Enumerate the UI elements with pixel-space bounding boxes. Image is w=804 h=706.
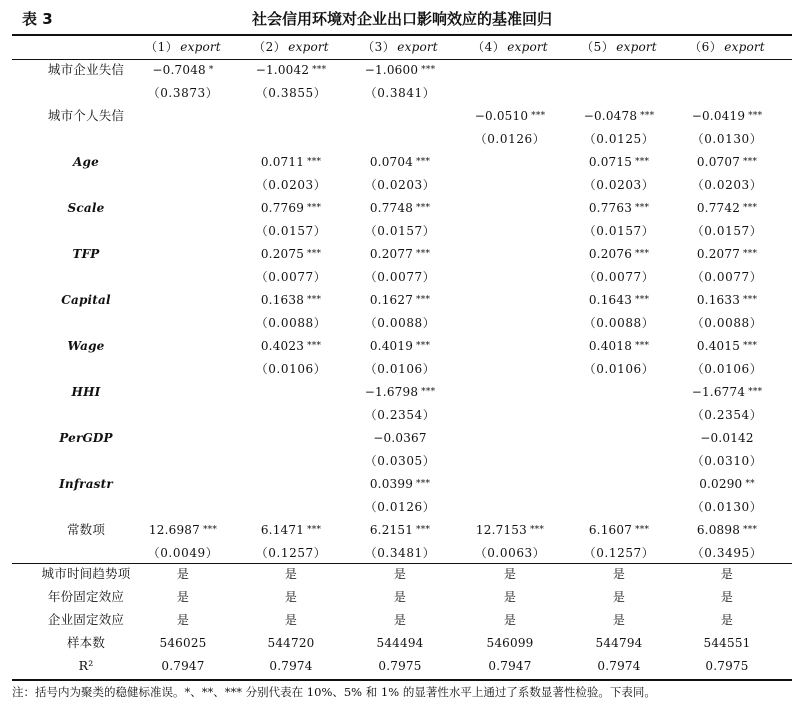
row-label: Scale (67, 201, 105, 215)
coefficient-value: −0.0510 (474, 109, 529, 123)
row-label: 常数项 (66, 522, 106, 537)
coefficient-cell: 12.7153 *** (458, 519, 562, 541)
coefficient-cell: 6.1607 *** (567, 519, 671, 541)
coefficient-cell: 0.2077 *** (675, 243, 779, 265)
bottom-row-value: 是 (176, 567, 190, 581)
dependent-variable: export (288, 40, 329, 54)
coefficient-cell: 0.1638 *** (239, 289, 343, 311)
standard-error-cell: （0.0157） (583, 224, 655, 238)
column-header (131, 36, 235, 58)
bottom-row-value: 0.7947 (488, 659, 532, 673)
coefficient-value: 0.2075 (260, 247, 305, 261)
bottom-row-value: 是 (612, 567, 626, 581)
column-number: （4） (472, 40, 506, 54)
coefficient-cell: 0.7763 *** (567, 197, 671, 219)
coefficient-cell: −1.0042 *** (239, 59, 343, 81)
column-header (348, 36, 452, 58)
coefficient-cell (675, 427, 779, 449)
coefficient-value: 0.7763 (588, 201, 633, 215)
coefficient-value: 0.0290 (699, 477, 743, 491)
bottom-row-value: 是 (503, 590, 517, 604)
standard-error-cell: （0.0088） (691, 316, 763, 330)
bottom-row-value: 0.7947 (161, 659, 205, 673)
coefficient-value: 6.0898 (696, 523, 741, 537)
coefficient-cell: 0.0290 ** (675, 473, 779, 495)
dependent-variable: export (180, 40, 221, 54)
bottom-row-label: 城市时间趋势项 (41, 566, 131, 581)
coefficient-cell: 0.7769 *** (239, 197, 343, 219)
coefficient-value: 6.2151 (369, 523, 414, 537)
standard-error-cell: （0.0063） (474, 546, 546, 560)
coefficient-value: −0.0367 (373, 431, 427, 445)
column-number: （3） (362, 40, 396, 54)
bottom-row-value: 544720 (267, 636, 315, 650)
standard-error-cell: （0.0049） (147, 546, 219, 560)
bottom-row-value: 0.7974 (597, 659, 641, 673)
dependent-variable: export (724, 40, 765, 54)
bottom-row-value: 0.7975 (378, 659, 422, 673)
coefficient-value: −1.6798 (364, 385, 419, 399)
coefficient-cell: 0.2075 *** (239, 243, 343, 265)
standard-error-cell: （0.0203） (255, 178, 327, 192)
column-number: （5） (581, 40, 615, 54)
coefficient-cell (348, 427, 452, 449)
column-number: （2） (253, 40, 287, 54)
coefficient-cell: 0.7742 *** (675, 197, 779, 219)
table-note: 注：括号内为聚类的稳健标准误。*、**、*** 分别代表在 10%、5% 和 1% 的显著性水平上通过了系数显著性检验。下表同。 (12, 685, 656, 699)
bottom-row-label: 企业固定效应 (47, 612, 125, 627)
coefficient-value: 0.0715 (588, 155, 633, 169)
bottom-row-label: 年份固定效应 (47, 589, 125, 604)
bottom-row-value: 是 (612, 613, 626, 627)
standard-error-cell: （0.0157） (255, 224, 327, 238)
standard-error-cell: （0.0125） (583, 132, 655, 146)
standard-error-cell: （0.0305） (364, 454, 436, 468)
row-label: 城市企业失信 (47, 62, 125, 77)
dependent-variable: export (616, 40, 657, 54)
coefficient-value: 0.7748 (369, 201, 414, 215)
coefficient-cell: 0.1633 *** (675, 289, 779, 311)
coefficient-cell: 0.1643 *** (567, 289, 671, 311)
standard-error-cell: （0.0106） (364, 362, 436, 376)
row-label: TFP (72, 247, 100, 261)
column-number: （6） (689, 40, 723, 54)
coefficient-value: 12.6987 (148, 523, 200, 537)
standard-error-cell: （0.0077） (255, 270, 327, 284)
bottom-row-value: 546025 (159, 636, 207, 650)
bottom-row-value: 是 (176, 613, 190, 627)
standard-error-cell: （0.0106） (255, 362, 327, 376)
standard-error-cell: （0.0077） (691, 270, 763, 284)
standard-error-cell: （0.0126） (364, 500, 436, 514)
coefficient-value: 0.4019 (369, 339, 414, 353)
standard-error-cell: （0.0106） (691, 362, 763, 376)
row-label: Wage (67, 339, 105, 353)
standard-error-cell: （0.2354） (364, 408, 436, 422)
bottom-row-value: 是 (720, 590, 734, 604)
standard-error-cell: （0.0077） (583, 270, 655, 284)
standard-error-cell: （0.3841） (364, 86, 436, 100)
coefficient-value: 0.0707 (696, 155, 741, 169)
coefficient-cell: 0.4018 *** (567, 335, 671, 357)
dependent-variable: export (507, 40, 548, 54)
bottom-row-value: 是 (393, 613, 407, 627)
coefficient-value: 0.1643 (588, 293, 633, 307)
coefficient-cell: −0.0419 *** (675, 105, 779, 127)
standard-error-cell: （0.0088） (583, 316, 655, 330)
coefficient-cell: 0.4015 *** (675, 335, 779, 357)
coefficient-cell: 0.0715 *** (567, 151, 671, 173)
coefficient-value: 0.1627 (369, 293, 414, 307)
coefficient-value: 0.0704 (369, 155, 414, 169)
coefficient-value: 6.1607 (588, 523, 633, 537)
column-header (239, 36, 343, 58)
coefficient-cell: 6.2151 *** (348, 519, 452, 541)
coefficient-value: −1.0600 (364, 63, 419, 77)
bottom-row-value: 546099 (486, 636, 534, 650)
column-header (675, 36, 779, 58)
row-label: HHI (71, 385, 101, 399)
coefficient-value: 0.4015 (696, 339, 741, 353)
coefficient-value: 0.2077 (369, 247, 414, 261)
coefficient-value: 0.7769 (260, 201, 305, 215)
coefficient-value: 0.1638 (260, 293, 305, 307)
coefficient-value: −0.7048 (152, 63, 206, 77)
coefficient-cell: 0.2076 *** (567, 243, 671, 265)
coefficient-cell: 6.1471 *** (239, 519, 343, 541)
coefficient-cell: 0.1627 *** (348, 289, 452, 311)
bottom-row-value: 是 (284, 567, 298, 581)
standard-error-cell: （0.0130） (691, 500, 763, 514)
bottom-row-label: 样本数 (66, 635, 106, 650)
bottom-row-value: 0.7974 (269, 659, 313, 673)
standard-error-cell: （0.0203） (364, 178, 436, 192)
bottom-row-value: 544551 (703, 636, 751, 650)
bottom-row-value: 是 (612, 590, 626, 604)
coefficient-cell: −0.7048 * (131, 59, 235, 81)
coefficient-value: −0.0478 (583, 109, 638, 123)
table-title-row (12, 6, 792, 30)
bottom-row-value: 是 (284, 613, 298, 627)
standard-error-cell: （0.0077） (364, 270, 436, 284)
coefficient-value: 12.7153 (475, 523, 527, 537)
coefficient-cell: 0.0399 *** (348, 473, 452, 495)
bottom-row-value: 是 (284, 590, 298, 604)
standard-error-cell: （0.0106） (583, 362, 655, 376)
coefficient-cell: −0.0510 *** (458, 105, 562, 127)
coefficient-cell: −0.0478 *** (567, 105, 671, 127)
row-label: PerGDP (59, 431, 113, 445)
coefficient-cell: 0.2077 *** (348, 243, 452, 265)
coefficient-cell: −1.0600 *** (348, 59, 452, 81)
coefficient-cell: 0.0707 *** (675, 151, 779, 173)
bottom-row-value: 544794 (595, 636, 643, 650)
coefficient-value: 0.1633 (696, 293, 741, 307)
standard-error-cell: （0.0130） (691, 132, 763, 146)
row-label: Capital (61, 293, 111, 307)
standard-error-cell: （0.0126） (474, 132, 546, 146)
coefficient-cell: 0.4023 *** (239, 335, 343, 357)
bottom-row-value: 是 (720, 567, 734, 581)
coefficient-value: 0.7742 (696, 201, 741, 215)
bottom-row-value: 是 (503, 613, 517, 627)
standard-error-cell: （0.2354） (691, 408, 763, 422)
dependent-variable: export (397, 40, 438, 54)
standard-error-cell: （0.0088） (364, 316, 436, 330)
standard-error-cell: （0.0157） (364, 224, 436, 238)
standard-error-cell: （0.3855） (255, 86, 327, 100)
table-title: 社会信用环境对企业出口影响效应的基准回归 (251, 10, 552, 28)
coefficient-cell: 0.7748 *** (348, 197, 452, 219)
standard-error-cell: （0.3481） (364, 546, 436, 560)
standard-error-cell: （0.3873） (147, 86, 219, 100)
row-label: 城市个人失信 (47, 108, 125, 123)
column-number: （1） (145, 40, 179, 54)
standard-error-cell: （0.1257） (255, 546, 327, 560)
bottom-row-value: 是 (176, 590, 190, 604)
coefficient-value: −0.0142 (700, 431, 754, 445)
bottom-row-value: 是 (503, 567, 517, 581)
coefficient-cell: −1.6798 *** (348, 381, 452, 403)
standard-error-cell: （0.3495） (691, 546, 763, 560)
coefficient-value: −1.0042 (255, 63, 310, 77)
bottom-row-label: R² (78, 658, 94, 673)
standard-error-cell: （0.0310） (691, 454, 763, 468)
coefficient-value: 0.0399 (369, 477, 414, 491)
coefficient-cell: 0.0711 *** (239, 151, 343, 173)
coefficient-value: 0.0711 (260, 155, 305, 169)
coefficient-value: 0.2076 (588, 247, 633, 261)
coefficient-value: 6.1471 (260, 523, 305, 537)
standard-error-cell: （0.0157） (691, 224, 763, 238)
row-label: Age (73, 155, 99, 169)
bottom-rule (12, 679, 792, 681)
coefficient-cell: 0.4019 *** (348, 335, 452, 357)
coefficient-cell: 6.0898 *** (675, 519, 779, 541)
coefficient-cell: −1.6774 *** (675, 381, 779, 403)
coefficient-value: 0.4023 (260, 339, 305, 353)
row-label: Infrastr (59, 477, 113, 491)
standard-error-cell: （0.0088） (255, 316, 327, 330)
bottom-row-value: 是 (393, 567, 407, 581)
coefficient-cell: 12.6987 *** (131, 519, 235, 541)
bottom-row-value: 是 (393, 590, 407, 604)
column-header (567, 36, 671, 58)
table-label: 表 3 (22, 10, 53, 28)
coefficient-value: −0.0419 (691, 109, 746, 123)
standard-error-cell: （0.0203） (691, 178, 763, 192)
coefficient-value: −1.6774 (691, 385, 746, 399)
bottom-row-value: 是 (720, 613, 734, 627)
coefficient-cell: 0.0704 *** (348, 151, 452, 173)
bottom-row-value: 544494 (376, 636, 424, 650)
standard-error-cell: （0.0203） (583, 178, 655, 192)
standard-error-cell: （0.1257） (583, 546, 655, 560)
column-header (458, 36, 562, 58)
coefficient-value: 0.4018 (588, 339, 633, 353)
bottom-row-value: 0.7975 (705, 659, 749, 673)
coefficient-value: 0.2077 (696, 247, 741, 261)
